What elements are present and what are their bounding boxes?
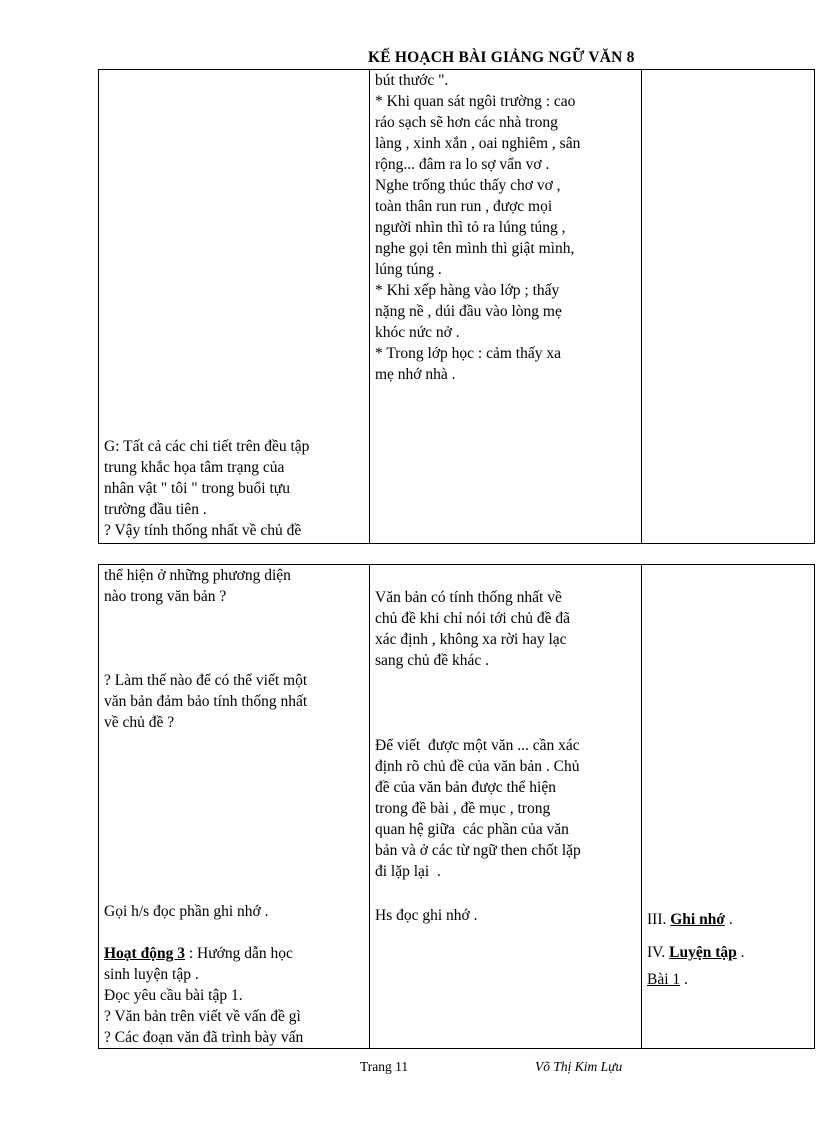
text-line: ráo sạch sẽ hơn các nhà trong xyxy=(375,114,558,131)
text-line: Văn bản có tính thống nhất về xyxy=(375,589,562,606)
page-header-title: KẾ HOẠCH BÀI GIẢNG NGỮ VĂN 8 xyxy=(368,49,635,66)
text-line: đề của văn bản được thể hiện xyxy=(375,779,556,796)
text-line: lúng túng . xyxy=(375,261,442,278)
student-activity-cell xyxy=(370,565,642,1049)
text-line: người nhìn thì tỏ ra lúng túng , xyxy=(375,219,566,236)
content-cell xyxy=(642,70,815,544)
section-title: Ghi nhớ xyxy=(670,911,725,928)
page-number: Trang 11 xyxy=(360,1059,409,1074)
text-line: nào trong văn bản ? xyxy=(104,588,227,605)
text-line: bản và ở các từ ngữ then chốt lặp xyxy=(375,842,581,859)
exercise-title: Bài 1 xyxy=(647,971,681,988)
text-line: ? Vậy tính thống nhất về chủ đề xyxy=(104,522,302,539)
section-luyen-tap xyxy=(647,942,809,963)
text-line: Để viết được một văn ... cần xác xyxy=(375,737,580,754)
text-line: định rõ chủ đề của văn bản . Chủ xyxy=(375,758,580,775)
activity-3-heading: Hoạt động 3 xyxy=(104,945,185,962)
text-line: Hs đọc ghi nhớ . xyxy=(375,907,478,924)
text-line: toàn thân run run , được mọi xyxy=(375,198,553,215)
text-line: đi lặp lại . xyxy=(375,863,441,880)
section-ghi-nho xyxy=(647,909,809,930)
text-line: ? Văn bản trên viết về vấn đề gì xyxy=(104,1008,301,1025)
text-line: trung khắc họa tâm trạng của xyxy=(104,459,285,476)
text-line: về chủ đề ? xyxy=(104,714,175,731)
text-line: sinh luyện tập . xyxy=(104,966,199,983)
text-line: Đọc yêu cầu bài tập 1. xyxy=(104,987,243,1004)
text-line: làng , xinh xắn , oai nghiêm , sân xyxy=(375,135,581,152)
section-title: Luyện tập xyxy=(669,944,737,961)
author-name: Võ Thị Kim Lựu xyxy=(535,1059,623,1074)
text-line: văn bản đảm bảo tính thống nhất xyxy=(104,693,308,710)
lesson-table-part-2 xyxy=(98,564,815,1049)
text-line: nhân vật " tôi " trong buổi tựu xyxy=(104,480,290,497)
text-line: rộng... đâm ra lo sợ vẩn vơ . xyxy=(375,156,550,173)
section-number: IV. xyxy=(647,944,670,961)
activity-3-text: : Hướng dẫn học xyxy=(184,945,293,962)
text-line: * Trong lớp học : cảm thấy xa xyxy=(375,345,561,362)
section-number: III. xyxy=(647,911,671,928)
text-line: Nghe trống thúc thấy chơ vơ , xyxy=(375,177,561,194)
text-line: quan hệ giữa các phần của văn xyxy=(375,821,569,838)
teacher-activity-cell xyxy=(99,70,370,544)
text-line: ? Các đoạn văn đã trình bày vấn xyxy=(104,1029,304,1046)
text-line xyxy=(104,943,364,964)
lesson-table-part-1 xyxy=(98,69,815,544)
section-end: . xyxy=(736,944,745,961)
text-line: nghe gọi tên mình thì giật mình, xyxy=(375,240,575,257)
text-line: xác định , không xa rời hay lạc xyxy=(375,631,567,648)
text-line: mẹ nhớ nhà . xyxy=(375,366,456,383)
text-line: sang chủ đề khác . xyxy=(375,652,490,669)
content-cell xyxy=(642,565,815,1049)
student-activity-cell xyxy=(370,70,642,544)
text-line: trong đề bài , đề mục , trong xyxy=(375,800,551,817)
text-line: nặng nề , dúi đầu vào lòng mẹ xyxy=(375,303,562,320)
text-line: * Khi xếp hàng vào lớp ; thấy xyxy=(375,282,560,299)
text-line: Gọi h/s đọc phần ghi nhớ . xyxy=(104,903,269,920)
text-line: khóc nức nở . xyxy=(375,324,460,341)
teacher-activity-cell xyxy=(99,565,370,1049)
text-line: ? Làm thế nào để có thể viết một xyxy=(104,672,308,689)
section-end: . xyxy=(724,911,733,928)
text-line: bút thước ". xyxy=(375,72,449,89)
text-line: thể hiện ở những phương diện xyxy=(104,567,291,584)
exercise-1 xyxy=(647,969,809,990)
text-line: * Khi quan sát ngôi trường : cao xyxy=(375,93,576,110)
text-line: chủ đề khi chỉ nói tới chủ đề đã xyxy=(375,610,571,627)
text-line: trường đầu tiên . xyxy=(104,501,207,518)
text-line: G: Tất cả các chi tiết trên đều tập xyxy=(104,438,310,455)
exercise-end: . xyxy=(680,971,688,988)
